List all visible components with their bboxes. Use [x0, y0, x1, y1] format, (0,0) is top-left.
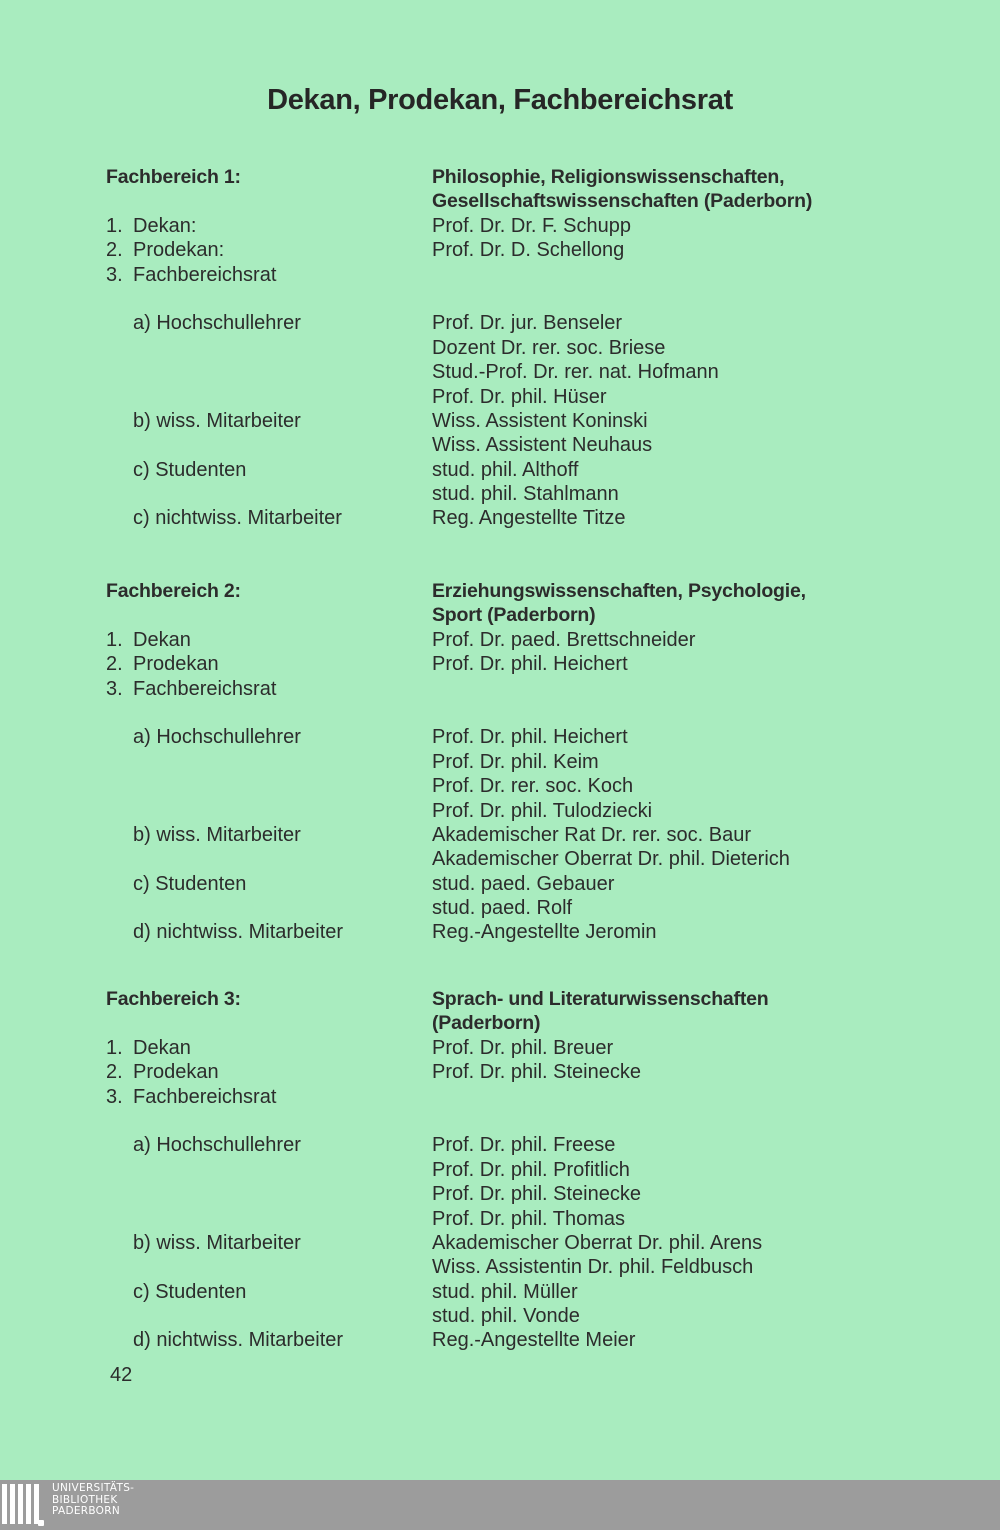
member-name: Reg.-Angestellte Meier — [432, 1329, 636, 1352]
member-row — [106, 652, 906, 676]
row-sublabel: c) Studenten — [133, 1280, 247, 1303]
row-label-cell — [106, 458, 246, 482]
row-number: 3. — [106, 263, 123, 286]
row-label-cell — [106, 311, 301, 335]
section-heading: Fachbereich 1: — [106, 166, 241, 188]
library-logo-text — [52, 1483, 134, 1518]
member-name: Prof. Dr. phil. Freese — [432, 1134, 616, 1157]
section-subject-line-1: Sprach- und Literaturwissenschaften — [432, 988, 769, 1010]
section-header-row — [106, 603, 906, 627]
member-name: Prof. Dr. paed. Brettschneider — [432, 628, 696, 651]
member-name: Wiss. Assistentin Dr. phil. Feldbusch — [432, 1256, 754, 1279]
section-heading: Fachbereich 2: — [106, 580, 241, 602]
member-name: stud. phil. Vonde — [432, 1305, 580, 1328]
section-subject-line-2: (Paderborn) — [432, 1012, 541, 1035]
member-name: Prof. Dr. phil. Thomas — [432, 1207, 626, 1230]
row-label-cell — [106, 1231, 301, 1255]
member-row — [106, 1231, 906, 1255]
section-header-row — [106, 189, 906, 213]
row-label: Dekan — [133, 628, 191, 651]
row-label-cell — [106, 214, 196, 238]
section-header-row — [106, 165, 906, 189]
library-footer-bar — [0, 1480, 1000, 1530]
section-header-row — [106, 987, 906, 1011]
row-label: Prodekan — [133, 1061, 219, 1084]
member-name: Reg. Angestellte Titze — [432, 507, 626, 530]
row-label-cell — [106, 1060, 219, 1084]
section-subject-line-2: Sport (Paderborn) — [432, 604, 596, 627]
member-row — [106, 823, 906, 847]
row-number: 3. — [106, 677, 123, 700]
member-name: Stud.-Prof. Dr. rer. nat. Hofmann — [432, 361, 719, 384]
library-logo-icon — [2, 1484, 39, 1528]
member-name: Prof. Dr. phil. Hüser — [432, 385, 607, 408]
member-row — [106, 1328, 906, 1352]
row-label-cell — [106, 1036, 191, 1060]
member-row — [106, 409, 906, 433]
member-row — [106, 1085, 906, 1109]
row-sublabel: a) Hochschullehrer — [133, 1134, 301, 1157]
member-name: Wiss. Assistent Neuhaus — [432, 434, 653, 457]
row-sublabel: a) Hochschullehrer — [133, 726, 301, 749]
member-row — [106, 750, 906, 774]
member-row — [106, 799, 906, 823]
row-number: 2. — [106, 1061, 123, 1084]
row-sublabel: c) Studenten — [133, 458, 247, 481]
member-row — [106, 360, 906, 384]
member-row — [106, 725, 906, 749]
row-label-cell — [106, 409, 301, 433]
section-heading: Fachbereich 3: — [106, 988, 241, 1010]
row-number: 1. — [106, 214, 123, 237]
row-label-cell — [106, 628, 191, 652]
member-name: Prof. Dr. phil. Keim — [432, 750, 599, 773]
row-number: 3. — [106, 1085, 123, 1108]
row-label-cell — [106, 506, 342, 530]
row-label-cell — [106, 238, 224, 262]
member-name: Prof. Dr. phil. Tulodziecki — [432, 799, 653, 822]
row-label-cell — [106, 677, 276, 701]
member-name: stud. phil. Stahlmann — [432, 483, 619, 506]
member-name: Akademischer Oberrat Dr. phil. Arens — [432, 1231, 763, 1254]
member-row — [106, 458, 906, 482]
member-row — [106, 482, 906, 506]
row-label-cell — [106, 920, 343, 944]
member-row — [106, 433, 906, 457]
member-name: Prof. Dr. rer. soc. Koch — [432, 775, 634, 798]
member-row — [106, 311, 906, 335]
page-number: 42 — [110, 1364, 133, 1386]
row-label: Prodekan: — [133, 239, 225, 262]
section-header-row — [106, 579, 906, 603]
row-sublabel: d) nichtwiss. Mitarbeiter — [133, 921, 344, 944]
member-name: stud. paed. Gebauer — [432, 872, 615, 895]
row-label-cell — [106, 1133, 301, 1157]
member-row — [106, 872, 906, 896]
row-label-cell — [106, 872, 246, 896]
row-sublabel: b) wiss. Mitarbeiter — [133, 409, 301, 432]
member-name: Reg.-Angestellte Jeromin — [432, 921, 657, 944]
fachbereich-section — [106, 987, 906, 1353]
row-sublabel: c) Studenten — [133, 872, 247, 895]
member-row — [106, 1060, 906, 1084]
member-name: stud. paed. Rolf — [432, 897, 573, 920]
member-row — [106, 1304, 906, 1328]
row-number: 2. — [106, 239, 123, 262]
member-name: Wiss. Assistent Koninski — [432, 409, 648, 432]
row-label: Fachbereichsrat — [133, 263, 277, 286]
row-sublabel: b) wiss. Mitarbeiter — [133, 1231, 301, 1254]
logo-line-3: PADERBORN — [52, 1505, 120, 1517]
member-name: Dozent Dr. rer. soc. Briese — [432, 336, 666, 359]
member-name: Akademischer Rat Dr. rer. soc. Baur — [432, 823, 752, 846]
section-header-row — [106, 1011, 906, 1035]
member-name: stud. phil. Althoff — [432, 458, 579, 481]
member-name: Prof. Dr. jur. Benseler — [432, 312, 623, 335]
row-sublabel: a) Hochschullehrer — [133, 312, 301, 335]
row-number: 1. — [106, 1036, 123, 1059]
member-row — [106, 1182, 906, 1206]
logo-line-2: BIBLIOTHEK — [52, 1493, 118, 1506]
member-row — [106, 1036, 906, 1060]
row-label-cell — [106, 1280, 246, 1304]
member-row — [106, 238, 906, 262]
member-row — [106, 1207, 906, 1231]
section-subject-line-1: Erziehungswissenschaften, Psychologie, — [432, 580, 806, 602]
logo-dot-icon — [38, 1520, 44, 1526]
row-label: Prodekan — [133, 653, 219, 676]
member-row — [106, 336, 906, 360]
row-label-cell — [106, 725, 301, 749]
member-row — [106, 1280, 906, 1304]
row-label-cell — [106, 1328, 343, 1352]
member-name: Prof. Dr. phil. Steinecke — [432, 1183, 641, 1206]
row-label-cell — [106, 1085, 276, 1109]
row-label: Dekan: — [133, 214, 197, 237]
member-row — [106, 506, 906, 530]
member-name: Prof. Dr. phil. Profitlich — [432, 1158, 630, 1181]
member-name: Prof. Dr. phil. Steinecke — [432, 1061, 641, 1084]
row-label-cell — [106, 823, 301, 847]
member-row — [106, 1158, 906, 1182]
page-title: Dekan, Prodekan, Fachbereichsrat — [267, 84, 733, 116]
member-name: Prof. Dr. D. Schellong — [432, 239, 625, 262]
member-row — [106, 263, 906, 287]
row-label: Fachbereichsrat — [133, 677, 277, 700]
member-row — [106, 920, 906, 944]
member-row — [106, 385, 906, 409]
member-name: Prof. Dr. Dr. F. Schupp — [432, 214, 631, 237]
member-row — [106, 677, 906, 701]
row-number: 2. — [106, 653, 123, 676]
section-subject-line-1: Philosophie, Religionswissenschaften, — [432, 166, 785, 188]
row-number: 1. — [106, 628, 123, 651]
member-row — [106, 774, 906, 798]
row-sublabel: d) nichtwiss. Mitarbeiter — [133, 1329, 344, 1352]
member-name: Prof. Dr. phil. Breuer — [432, 1036, 614, 1059]
row-sublabel: b) wiss. Mitarbeiter — [133, 823, 301, 846]
row-label: Dekan — [133, 1036, 191, 1059]
fachbereich-section — [106, 165, 906, 531]
member-row — [106, 1255, 906, 1279]
member-name: Prof. Dr. phil. Heichert — [432, 653, 628, 676]
row-label: Fachbereichsrat — [133, 1085, 277, 1108]
member-name: stud. phil. Müller — [432, 1280, 578, 1303]
member-row — [106, 628, 906, 652]
row-label-cell — [106, 263, 276, 287]
member-name: Akademischer Oberrat Dr. phil. Dieterich — [432, 848, 790, 871]
logo-line-1: UNIVERSITÄTS- — [52, 1482, 135, 1494]
member-row — [106, 214, 906, 238]
member-row — [106, 896, 906, 920]
fachbereich-section — [106, 579, 906, 945]
member-name: Prof. Dr. phil. Heichert — [432, 726, 628, 749]
row-sublabel: c) nichtwiss. Mitarbeiter — [133, 507, 342, 530]
member-row — [106, 847, 906, 871]
row-label-cell — [106, 652, 219, 676]
section-subject-line-2: Gesellschaftswissenschaften (Paderborn) — [432, 190, 813, 213]
member-row — [106, 1133, 906, 1157]
